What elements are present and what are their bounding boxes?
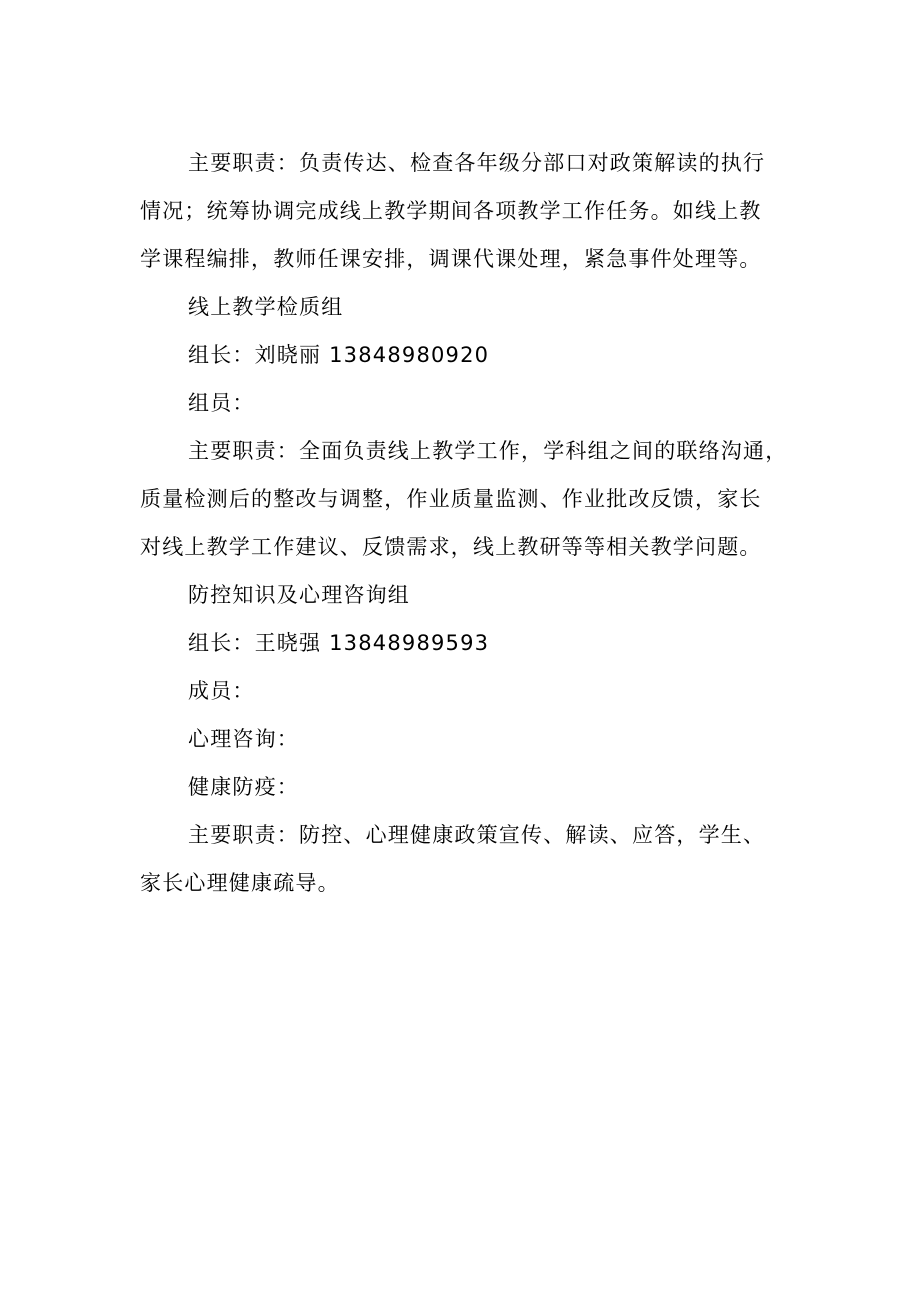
duty-paragraph-line-3: 学课程编排，教师任课安排，调课代课处理，紧急事件处理等。 (140, 247, 762, 271)
health-epidemic-prevention: 健康防疫： (188, 775, 299, 799)
quality-duty-line-1: 主要职责：全面负责线上教学工作，学科组之间的联络沟通， (188, 439, 788, 463)
section-heading-quality-group: 线上教学检质组 (188, 295, 344, 319)
quality-duty-line-3: 对线上教学工作建议、反馈需求，线上教研等等相关教学问题。 (140, 535, 762, 559)
duty-paragraph-line-1: 主要职责：负责传达、检查各年级分部口对政策解读的执行 (188, 151, 766, 175)
prevention-group-members: 成员： (188, 679, 255, 703)
prevention-duty-line-2: 家长心理健康疏导。 (140, 871, 340, 895)
quality-group-members: 组员： (188, 391, 255, 415)
duty-paragraph-line-2: 情况；统筹协调完成线上教学期间各项教学工作任务。如线上教 (140, 199, 762, 223)
psychological-consulting: 心理咨询： (188, 727, 299, 751)
document-body (140, 139, 800, 907)
quality-duty-line-2: 质量检测后的整改与调整，作业质量监测、作业批改反馈，家长 (140, 487, 762, 511)
prevention-group-leader: 组长：王晓强 13848989593 (188, 631, 490, 655)
prevention-duty-line-1: 主要职责：防控、心理健康政策宣传、解读、应答，学生、 (188, 823, 766, 847)
section-heading-prevention-group: 防控知识及心理咨询组 (188, 583, 410, 607)
quality-group-leader: 组长：刘晓丽 13848980920 (188, 343, 490, 367)
